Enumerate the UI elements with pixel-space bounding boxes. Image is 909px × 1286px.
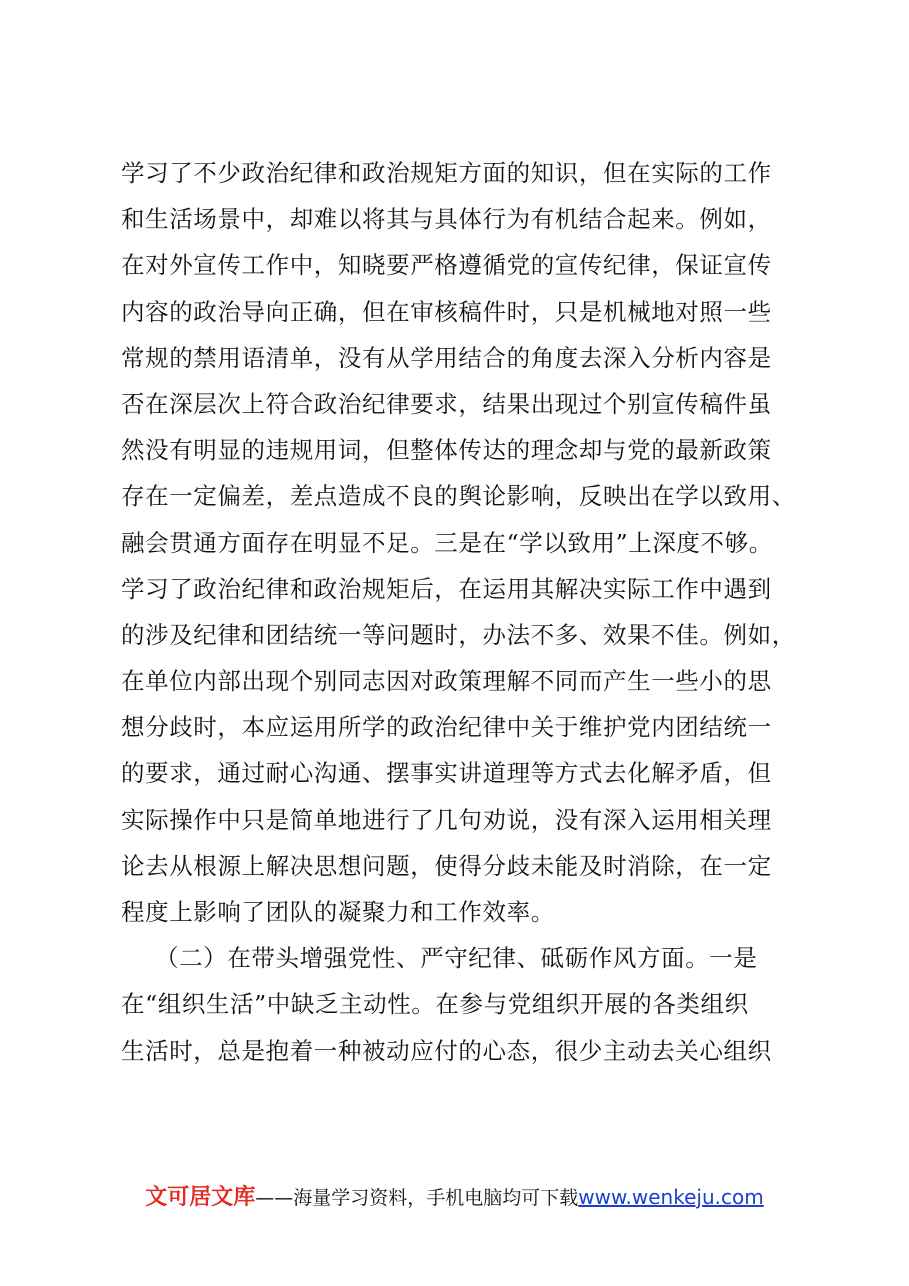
footer-brand: 文可居文库	[145, 1185, 256, 1210]
text-line: 和生活场景中，却难以将其与具体行为有机结合起来。例如，	[121, 205, 772, 234]
text-line: 的要求，通过耐心沟通、摆事实讲道理等方式去化解矛盾，但	[121, 759, 772, 788]
text-line: 在对外宣传工作中，知晓要严格遵循党的宣传纪律，保证宣传	[121, 251, 772, 280]
text-line: 想分歧时，本应运用所学的政治纪律中关于维护党内团结统一	[121, 713, 772, 742]
text-line: 程度上影响了团队的凝聚力和工作效率。	[121, 898, 555, 926]
text-line: 学习了政治纪律和政治规矩后，在运用其解决实际工作中遇到	[121, 574, 772, 603]
section-heading-line: （二）在带头增强党性、严守纪律、砥砺作风方面。一是	[155, 944, 758, 973]
text-line: 存在一定偏差，差点造成不良的舆论影响，反映出在学以致用、	[121, 482, 796, 511]
text-line: 学习了不少政治纪律和政治规矩方面的知识，但在实际的工作	[121, 159, 772, 187]
text-line: 常规的禁用语清单，没有从学用结合的角度去深入分析内容是	[121, 343, 772, 372]
footer-url-link[interactable]: www.wenkeju.com	[578, 1185, 764, 1209]
text-line: 实际操作中只是简单地进行了几句劝说，没有深入运用相关理	[121, 805, 772, 834]
text-line: 内容的政治导向正确，但在审核稿件时，只是机械地对照一些	[121, 297, 772, 326]
text-line: 论去从根源上解决思想问题，使得分歧未能及时消除，在一定	[121, 851, 772, 880]
text-line: 融会贯通方面存在明显不足。三是在“学以致用”上深度不够。	[121, 528, 773, 557]
text-line: 在单位内部出现个别同志因对政策理解不同而产生一些小的思	[121, 667, 772, 696]
text-line: 然没有明显的违规用词，但整体传达的理念却与党的最新政策	[121, 436, 772, 465]
document-body	[121, 150, 801, 1074]
footer-banner	[0, 1180, 909, 1211]
text-line: 的涉及纪律和团结统一等问题时，办法不多、效果不佳。例如，	[121, 620, 796, 649]
footer-tagline: ——海量学习资料，手机电脑均可下载	[255, 1187, 579, 1209]
text-line: 在“组织生活”中缺乏主动性。在参与党组织开展的各类组织	[121, 990, 749, 1019]
text-line: 生活时，总是抱着一种被动应付的心态，很少主动去关心组织	[121, 1036, 772, 1065]
text-line: 否在深层次上符合政治纪律要求，结果出现过个别宣传稿件虽	[121, 389, 772, 418]
